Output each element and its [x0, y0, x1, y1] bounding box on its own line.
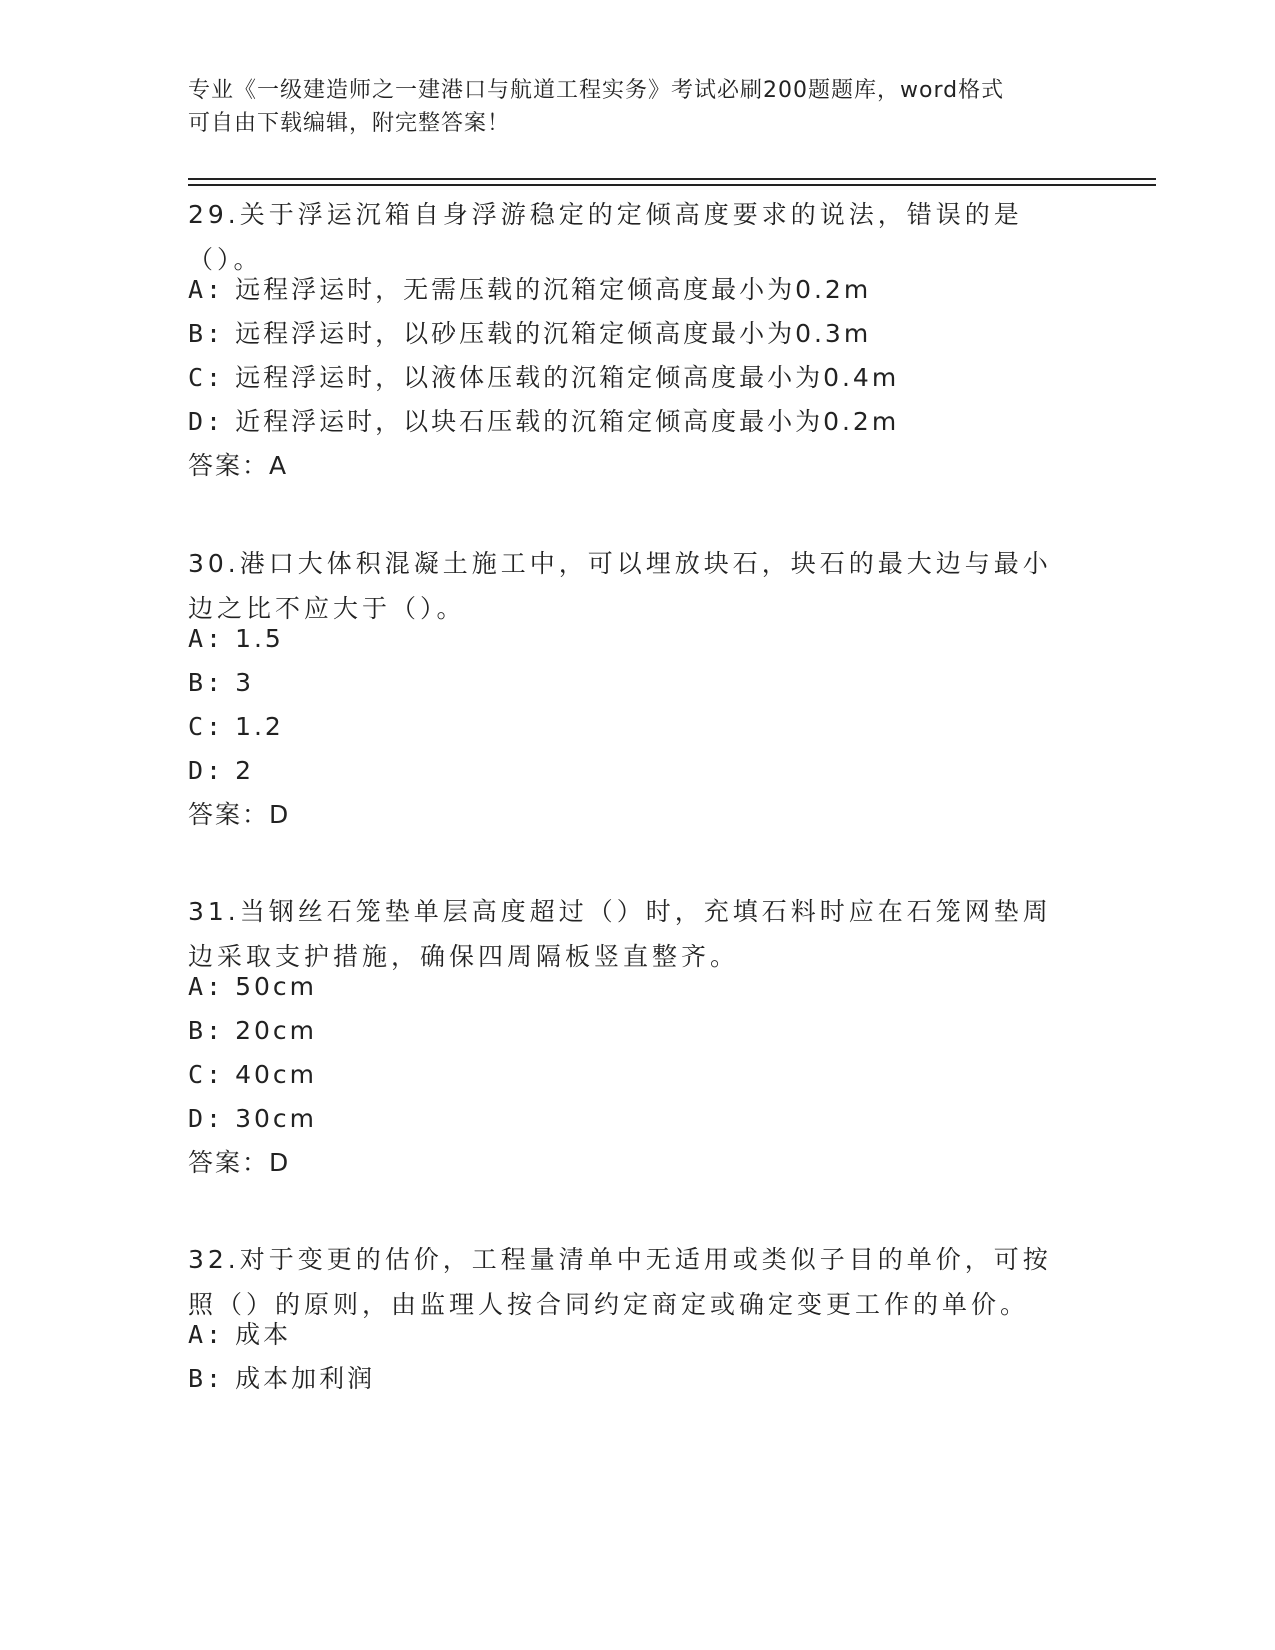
option-text: 远程浮运时，以液体压载的沉箱定倾高度最小为0.4m [235, 363, 900, 392]
question-32-option-a [188, 1319, 291, 1351]
question-31-text: 31.当钢丝石笼垫单层高度超过（）时，充填石料时应在石笼网垫周边采取支护措施，确保四周隔板竖直整齐。 [188, 897, 1052, 971]
option-text: 2 [235, 756, 254, 785]
option-label: A: [188, 275, 225, 304]
question-31-option-d [188, 1103, 317, 1135]
header-divider-bottom [188, 184, 1156, 186]
option-label: B: [188, 319, 225, 348]
option-label: D: [188, 407, 225, 436]
option-text: 3 [235, 668, 254, 697]
header-line-1: 专业《一级建造师之一建港口与航道工程实务》考试必刷200题题库，word格式 [188, 78, 1005, 103]
option-text: 1.2 [235, 712, 284, 741]
question-30-answer: 答案：D [188, 800, 291, 829]
option-label: D: [188, 1104, 225, 1133]
option-label: B: [188, 668, 225, 697]
question-29-option-a [188, 274, 871, 306]
option-label: B: [188, 1016, 225, 1045]
question-32-option-b [188, 1363, 375, 1395]
question-32-text: 32.对于变更的估价，工程量清单中无适用或类似子目的单价，可按照（）的原则，由监理人按合同约定商定或确定变更工作的单价。 [188, 1245, 1052, 1319]
question-31-option-a [188, 971, 317, 1003]
option-text: 成本加利润 [235, 1364, 376, 1393]
option-label: A: [188, 624, 225, 653]
question-30-option-a [188, 623, 284, 655]
option-text: 30cm [235, 1104, 317, 1133]
question-30-option-b [188, 667, 254, 699]
option-label: A: [188, 1320, 225, 1349]
header-divider-top [188, 178, 1156, 180]
question-29-text: 29.关于浮运沉箱自身浮游稳定的定倾高度要求的说法，错误的是（）。 [188, 200, 1023, 274]
question-29-answer: 答案：A [188, 451, 289, 480]
option-text: 近程浮运时，以块石压载的沉箱定倾高度最小为0.2m [235, 407, 900, 436]
option-label: C: [188, 712, 225, 741]
option-label: B: [188, 1364, 225, 1393]
header-line-2: 可自由下载编辑，附完整答案！ [188, 111, 511, 136]
question-30-text: 30.港口大体积混凝土施工中，可以埋放块石，块石的最大边与最小边之比不应大于（）。 [188, 549, 1052, 623]
option-label: A: [188, 972, 225, 1001]
question-31-option-c [188, 1059, 317, 1091]
option-text: 远程浮运时，无需压载的沉箱定倾高度最小为0.2m [235, 275, 872, 304]
document-header [188, 74, 1088, 140]
option-text: 远程浮运时，以砂压载的沉箱定倾高度最小为0.3m [235, 319, 872, 348]
question-31-option-b [188, 1015, 317, 1047]
question-30-option-d [188, 755, 254, 787]
question-29-option-c [188, 362, 899, 394]
question-31-answer: 答案：D [188, 1148, 291, 1177]
option-label: C: [188, 363, 225, 392]
option-text: 50cm [235, 972, 317, 1001]
option-text: 20cm [235, 1016, 317, 1045]
option-label: C: [188, 1060, 225, 1089]
option-text: 成本 [235, 1320, 292, 1349]
option-text: 1.5 [235, 624, 284, 653]
question-29-option-d [188, 406, 899, 438]
question-29-option-b [188, 318, 871, 350]
option-label: D: [188, 756, 225, 785]
option-text: 40cm [235, 1060, 317, 1089]
question-30-option-c [188, 711, 284, 743]
